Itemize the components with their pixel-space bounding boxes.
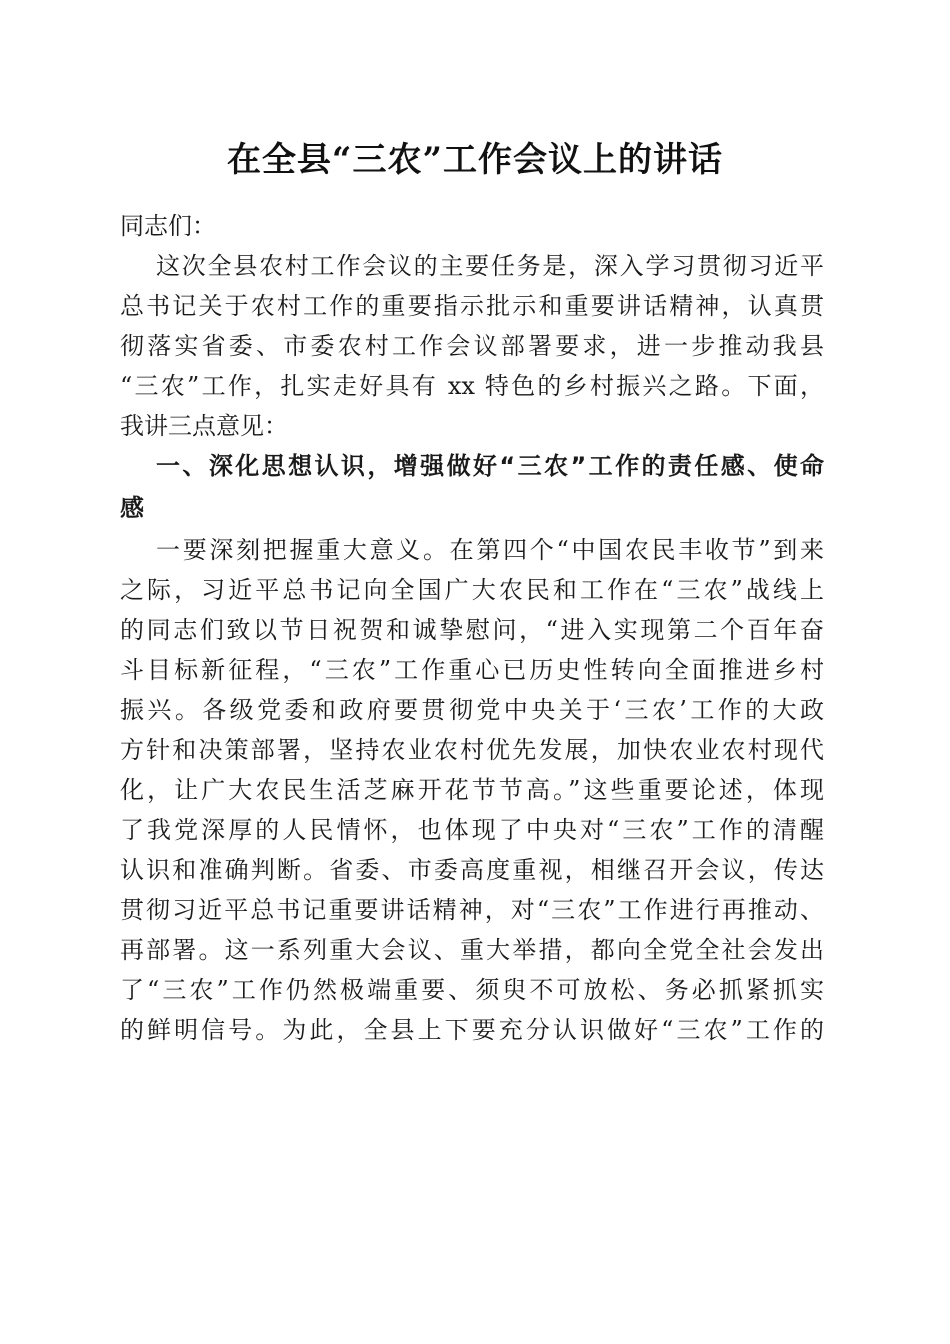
paragraph-line: 斗目标新征程，“三农”工作重心已历史性转向全面推进乡村 bbox=[120, 656, 824, 684]
paragraph-line: 总书记关于农村工作的重要指示批示和重要讲话精神，认真贯 bbox=[120, 292, 824, 320]
paragraph-line: 再部署。这一系列重大会议、重大举措，都向全党全社会发出 bbox=[120, 936, 824, 964]
paragraph-line: 的同志们致以节日祝贺和诚挚慰问，“进入实现第二个百年奋 bbox=[120, 616, 824, 644]
paragraph-line: 了我党深厚的人民情怀，也体现了中央对“三农”工作的清醒 bbox=[120, 816, 824, 844]
document-body bbox=[120, 206, 824, 1050]
paragraph-line: 化，让广大农民生活芝麻开花节节高。”这些重要论述，体现 bbox=[120, 776, 824, 804]
paragraph-line: 彻落实省委、市委农村工作会议部署要求，进一步推动我县 bbox=[120, 332, 824, 360]
section-heading: 感 bbox=[120, 494, 144, 522]
section-heading: 一、深化思想认识，增强做好“三农”工作的责任感、使命 bbox=[156, 452, 824, 480]
paragraph-line: 了“三农”工作仍然极端重要、须臾不可放松、务必抓紧抓实 bbox=[120, 976, 824, 1004]
salutation: 同志们： bbox=[120, 212, 216, 240]
document-title: 在全县“三农”工作会议上的讲话 bbox=[226, 140, 724, 180]
paragraph-line: 一要深刻把握重大意义。在第四个“中国农民丰收节”到来 bbox=[156, 536, 824, 564]
paragraph-line: 方针和决策部署，坚持农业农村优先发展，加快农业农村现代 bbox=[120, 736, 824, 764]
paragraph-line: 认识和准确判断。省委、市委高度重视，相继召开会议，传达 bbox=[120, 856, 824, 884]
paragraph-line: “三农”工作，扎实走好具有 xx 特色的乡村振兴之路。下面， bbox=[120, 372, 824, 400]
paragraph-line: 的鲜明信号。为此，全县上下要充分认识做好“三农”工作的 bbox=[120, 1016, 824, 1044]
paragraph-line: 贯彻习近平总书记重要讲话精神，对“三农”工作进行再推动、 bbox=[120, 896, 824, 924]
paragraph-line: 这次全县农村工作会议的主要任务是，深入学习贯彻习近平 bbox=[156, 252, 824, 280]
paragraph-line: 之际，习近平总书记向全国广大农民和工作在“三农”战线上 bbox=[120, 576, 824, 604]
paragraph-line: 振兴。各级党委和政府要贯彻党中央关于‘三农’工作的大政 bbox=[120, 696, 824, 724]
paragraph-line: 我讲三点意见： bbox=[120, 412, 288, 440]
